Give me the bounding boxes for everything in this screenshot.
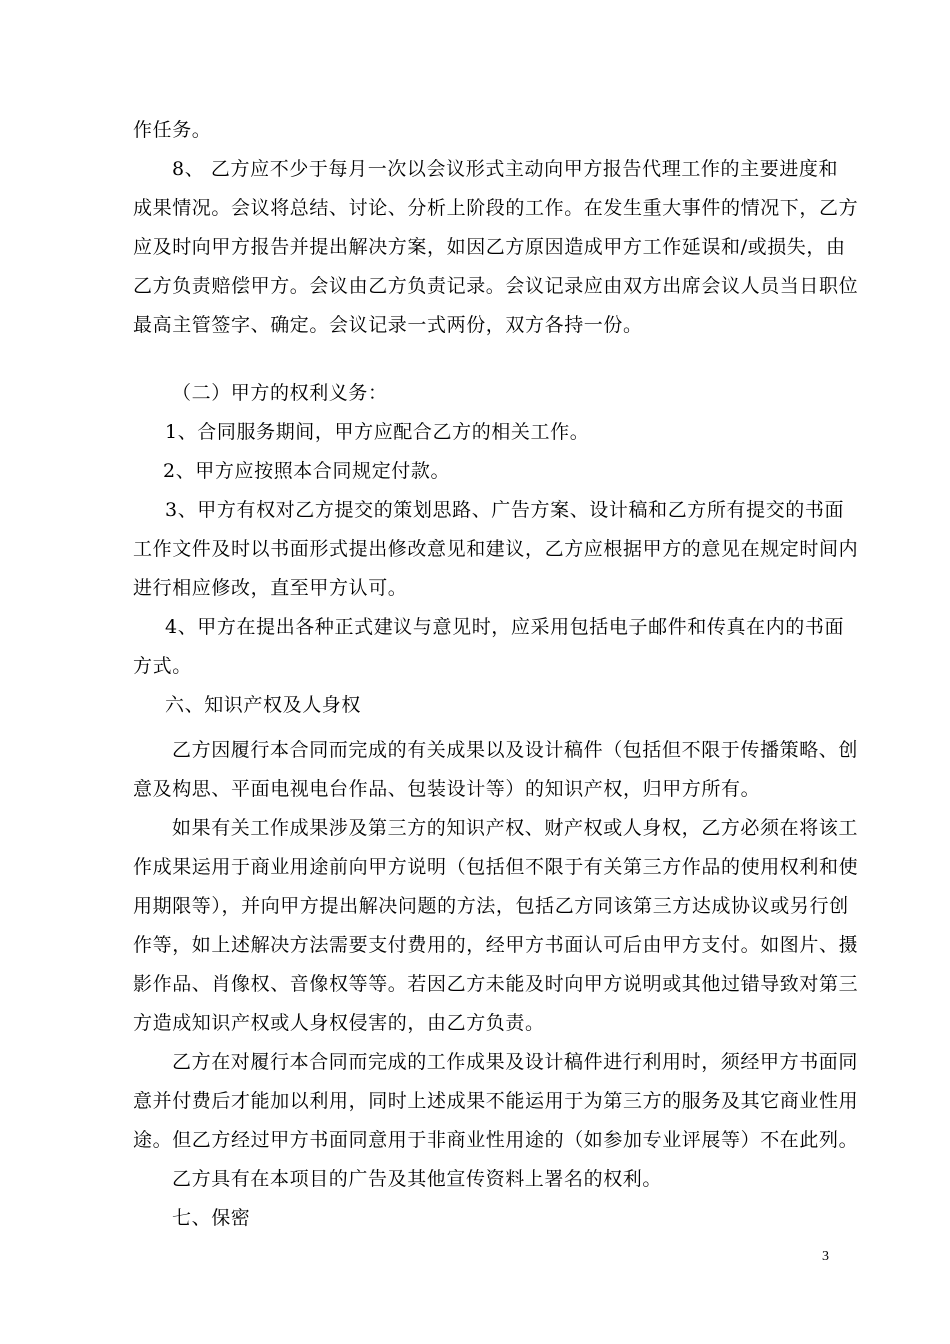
- text-line: 如果有关工作成果涉及第三方的知识产权、财产权或人身权，乙方必须在将该工: [172, 817, 859, 839]
- section-heading: 七、保密: [172, 1207, 251, 1229]
- section-heading: （二）甲方的权利义务：: [172, 382, 388, 404]
- text-line: 3、甲方有权对乙方提交的策划思路、广告方案、设计稿和乙方所有提交的书面: [165, 499, 845, 521]
- text-line: 方造成知识产权或人身权侵害的，由乙方负责。: [133, 1012, 545, 1034]
- page-number: 3: [822, 1249, 829, 1264]
- text-line: 进行相应修改，直至甲方认可。: [133, 577, 408, 599]
- text-line: 用期限等），并向甲方提出解决问题的方法，包括乙方同该第三方达成协议或另行创: [133, 895, 849, 917]
- text-line: 意并付费后才能加以利用，同时上述成果不能运用于为第三方的服务及其它商业性用: [133, 1090, 859, 1112]
- text-line: 作成果运用于商业用途前向甲方说明（包括但不限于有关第三方作品的使用权利和使: [133, 856, 859, 878]
- text-line: 应及时向甲方报告并提出解决方案，如因乙方原因造成甲方工作延误和/或损失，由: [133, 236, 846, 258]
- text-line: 影作品、肖像权、音像权等等。若因乙方未能及时向甲方说明或其他过错导致对第三: [133, 973, 859, 995]
- text-line: 乙方具有在本项目的广告及其他宣传资料上署名的权利。: [172, 1168, 663, 1190]
- text-line: 8、 乙方应不少于每月一次以会议形式主动向甲方报告代理工作的主要进度和: [172, 158, 839, 180]
- section-heading: 六、知识产权及人身权: [165, 694, 362, 716]
- text-line: 作任务。: [133, 119, 212, 141]
- text-line: 最高主管签字、确定。会议记录一式两份，双方各持一份。: [133, 314, 643, 336]
- text-line: 乙方因履行本合同而完成的有关成果以及设计稿件（包括但不限于传播策略、创: [172, 739, 859, 761]
- text-line: 乙方在对履行本合同而完成的工作成果及设计稿件进行利用时，须经甲方书面同: [172, 1051, 859, 1073]
- text-line: 工作文件及时以书面形式提出修改意见和建议，乙方应根据甲方的意见在规定时间内: [133, 538, 859, 560]
- text-line: 方式。: [133, 655, 192, 677]
- text-line: 途。但乙方经过甲方书面同意用于非商业性用途的（如参加专业评展等）不在此列。: [133, 1129, 859, 1151]
- text-line: 2、甲方应按照本合同规定付款。: [163, 460, 451, 482]
- text-line: 成果情况。会议将总结、讨论、分析上阶段的工作。在发生重大事件的情况下，乙方: [133, 197, 859, 219]
- text-line: 意及构思、平面电视电台作品、包装设计等）的知识产权，归甲方所有。: [133, 778, 761, 800]
- text-line: 4、甲方在提出各种正式建议与意见时，应采用包括电子邮件和传真在内的书面: [165, 616, 845, 638]
- text-line: 1、合同服务期间，甲方应配合乙方的相关工作。: [165, 421, 590, 443]
- text-line: 乙方负责赔偿甲方。会议由乙方负责记录。会议记录应由双方出席会议人员当日职位: [133, 275, 859, 297]
- text-line: 作等，如上述解决方法需要支付费用的，经甲方书面认可后由甲方支付。如图片、摄: [133, 934, 859, 956]
